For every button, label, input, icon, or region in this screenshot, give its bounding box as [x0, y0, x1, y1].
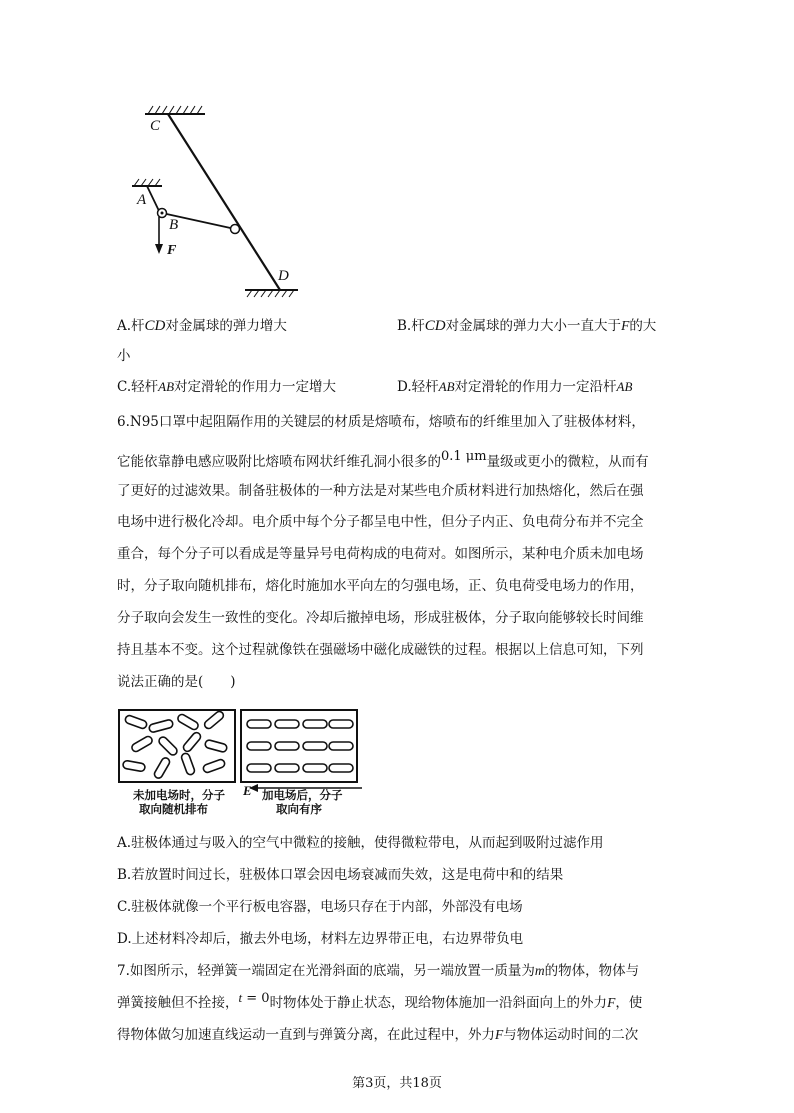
page-footer: 第3页，共18页: [352, 1076, 442, 1091]
fig-left-caption: 未加电场时，分子 取向随机排布: [133, 788, 225, 816]
label-B: B: [169, 217, 179, 233]
q6-line-7: 分子取向会发生一致性的变化。冷却后撤掉电场，形成驻极体，分子取向能够较长时间维: [117, 610, 644, 626]
q7-line-3: 得物体做匀加速直线运动一直到与弹簧分离，在此过程中，外力F与物体运动时间的二次: [117, 1027, 639, 1043]
q6-line-5: 重合，每个分子可以看成是等量异号电荷构成的电荷对。如图所示，某种电介质未加电场: [117, 546, 644, 562]
q5-option-b: B.杆CD对金属球的弹力大小一直大于F的大: [397, 318, 657, 334]
q5-option-c: C.轻杆AB对定滑轮的作用力一定增大: [117, 379, 337, 395]
q5-option-d: D.轻杆AB对定滑轮的作用力一定沿杆AB: [397, 379, 633, 395]
q6-line-2: 它能依靠静电感应吸附比熔喷布网状纤维孔洞小很多的0.1 μm量级或更小的微粒，从而有: [117, 449, 649, 470]
q6-line-4: 电场中进行极化冷却。电介质中每个分子都呈电中性，但分子内正、负电荷分布并不完全: [117, 514, 644, 530]
field-E-label: E: [243, 783, 252, 798]
q6-option-b: B.若放置时间过长，驻极体口罩会因电场衰减而失效，这是电荷中和的结果: [117, 867, 564, 883]
fig-right-caption: 加电场后，分子 取向有序: [262, 788, 343, 816]
q7-line-2: 弹簧接触但不拴接，t = 0时物体处于静止状态，现给物体施加一沿斜面向上的外力F，使: [117, 990, 643, 1011]
dielectric-molecules-figure: [117, 708, 367, 800]
label-F: F: [167, 243, 177, 258]
q6-line-8: 持且基本不变。这个过程就像铁在强磁场中磁化成磁铁的过程。根据以上信息可知，下列: [117, 642, 644, 658]
label-A: A: [137, 192, 147, 208]
q6-option-d: D.上述材料冷却后，撤去外电场，材料左边界带正电，右边界带负电: [117, 931, 524, 947]
q7-line-1: 7.如图所示，轻弹簧一端固定在光滑斜面的底端，另一端放置一质量为m的物体，物体与: [117, 963, 640, 979]
label-D: D: [278, 268, 289, 284]
q6-line-9: 说法正确的是( ): [117, 674, 236, 690]
q5-option-b-cont: 小: [117, 348, 131, 364]
q6-line-3: 了更好的过滤效果。制备驻极体的一种方法是对某些电介质材料进行加热熔化，然后在强: [117, 483, 644, 499]
q6-line-6: 时，分子取向随机排布，熔化时施加水平向左的匀强电场，正、负电荷受电场力的作用，: [117, 578, 644, 594]
q6-option-c: C.驻极体就像一个平行板电容器，电场只存在于内部，外部没有电场: [117, 899, 523, 915]
q6-option-a: A.驻极体通过与吸入的空气中微粒的接触，使得微粒带电，从而起到吸附过滤作用: [117, 835, 604, 851]
q6-line-1: 6.N95口罩中起阻隔作用的关键层的材质是熔喷布，熔喷布的纤维里加入了驻极体材料，: [117, 414, 645, 430]
q5-option-a: A.杆CD对金属球的弹力增大: [117, 318, 287, 334]
label-C: C: [150, 118, 161, 134]
